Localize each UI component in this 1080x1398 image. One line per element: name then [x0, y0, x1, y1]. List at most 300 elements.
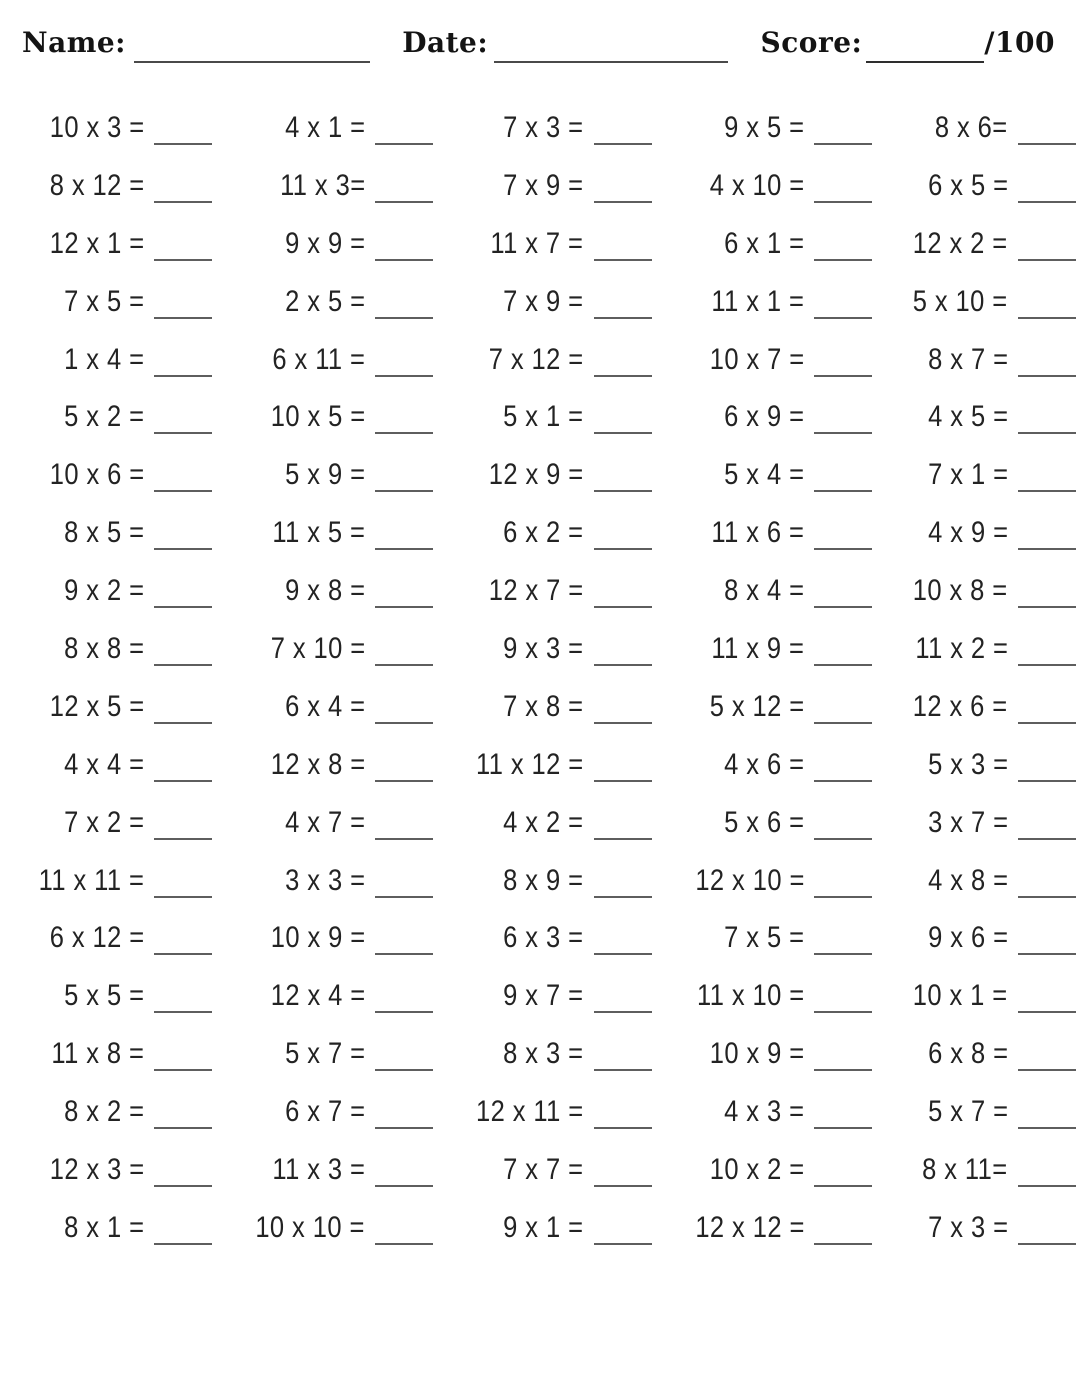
problem-expression: 8 x 12 =: [49, 168, 145, 202]
problem-expression: 11 x 12 =: [476, 747, 584, 781]
answer-blank[interactable]: [1018, 664, 1076, 666]
answer-blank[interactable]: [594, 953, 652, 955]
answer-blank[interactable]: [594, 896, 652, 898]
problem-expression: 12 x 1 =: [49, 226, 145, 260]
problem-expression: 11 x 10 =: [696, 979, 805, 1013]
problem-expression: 10 x 3 =: [49, 110, 145, 144]
answer-blank[interactable]: [1018, 1069, 1076, 1071]
answer-blank[interactable]: [814, 664, 872, 666]
problem-expression: 5 x 12 =: [709, 689, 805, 723]
problem: [236, 343, 457, 377]
answer-blank[interactable]: [1018, 1011, 1076, 1013]
problem-expression: 7 x 9 =: [503, 284, 584, 318]
answer-blank[interactable]: [375, 432, 433, 434]
problem-expression: 4 x 1 =: [284, 110, 366, 144]
problem: [676, 285, 897, 319]
problem-expression: 5 x 9 =: [284, 458, 366, 492]
problem-expression: 11 x 7 =: [490, 226, 584, 260]
problem: [236, 748, 457, 782]
problem: [20, 285, 236, 319]
problem-expression: 8 x 6=: [935, 110, 1008, 144]
answer-blank[interactable]: [1018, 838, 1076, 840]
problem: [236, 1153, 457, 1187]
problem: [676, 1095, 897, 1129]
answer-blank[interactable]: [1018, 606, 1076, 608]
problem-expression: 8 x 3 =: [503, 1037, 584, 1071]
answer-blank[interactable]: [594, 432, 652, 434]
answer-blank[interactable]: [594, 1243, 652, 1245]
problem: [457, 979, 676, 1013]
answer-blank[interactable]: [154, 953, 212, 955]
problem-expression: 11 x 11 =: [38, 863, 145, 897]
answer-blank[interactable]: [594, 201, 652, 203]
answer-blank[interactable]: [154, 1069, 212, 1071]
problem-expression: 10 x 10 =: [255, 1210, 366, 1244]
problem: [457, 400, 676, 434]
problem-expression: 7 x 1 =: [927, 458, 1008, 492]
problem-expression: 8 x 4 =: [724, 574, 805, 608]
problem: [20, 1095, 236, 1129]
problem-expression: 8 x 5 =: [64, 516, 145, 550]
problem: [896, 1037, 1080, 1071]
problem-expression: 9 x 7 =: [503, 979, 584, 1013]
answer-blank[interactable]: [814, 780, 872, 782]
answer-blank[interactable]: [375, 1011, 433, 1013]
problem-expression: 5 x 5 =: [64, 979, 145, 1013]
problem-expression: 9 x 9 =: [284, 226, 366, 260]
problem-expression: 4 x 3 =: [724, 1095, 805, 1129]
problem-expression: 5 x 10 =: [913, 284, 1008, 318]
problem: [457, 1095, 676, 1129]
problem-expression: 4 x 4 =: [64, 747, 145, 781]
answer-blank[interactable]: [814, 317, 872, 319]
problem-expression: 11 x 9 =: [711, 631, 805, 665]
problem-expression: 4 x 8 =: [927, 863, 1008, 897]
problem-expression: 7 x 12 =: [488, 342, 584, 376]
problem-expression: 11 x 2 =: [915, 631, 1008, 665]
problem: [896, 400, 1080, 434]
problem-expression: 6 x 12 =: [49, 921, 145, 955]
problem-expression: 8 x 11=: [922, 1152, 1008, 1186]
answer-blank[interactable]: [814, 201, 872, 203]
problem: [236, 1211, 457, 1245]
answer-blank[interactable]: [375, 201, 433, 203]
answer-blank[interactable]: [594, 722, 652, 724]
answer-blank[interactable]: [154, 896, 212, 898]
answer-blank[interactable]: [375, 780, 433, 782]
answer-blank[interactable]: [375, 375, 433, 377]
problem-expression: 7 x 8 =: [503, 689, 584, 723]
answer-blank[interactable]: [154, 838, 212, 840]
answer-blank[interactable]: [375, 143, 433, 145]
answer-blank[interactable]: [375, 664, 433, 666]
answer-blank[interactable]: [154, 317, 212, 319]
answer-blank[interactable]: [154, 1185, 212, 1187]
problem-expression: 7 x 5 =: [64, 284, 145, 318]
problem: [896, 979, 1080, 1013]
problem: [457, 1037, 676, 1071]
score-denominator: /100: [984, 26, 1055, 59]
problem: [20, 748, 236, 782]
problem: [676, 169, 897, 203]
problem-expression: 9 x 8 =: [284, 574, 366, 608]
problem: [457, 516, 676, 550]
problem: [676, 400, 897, 434]
problem-expression: 5 x 2 =: [64, 400, 145, 434]
problem: [236, 921, 457, 955]
problem-expression: 6 x 11 =: [272, 342, 366, 376]
problem: [20, 1037, 236, 1071]
answer-blank[interactable]: [375, 953, 433, 955]
answer-blank[interactable]: [814, 1069, 872, 1071]
problem: [896, 1095, 1080, 1129]
problem: [457, 1211, 676, 1245]
problem-expression: 8 x 2 =: [64, 1095, 145, 1129]
answer-blank[interactable]: [154, 1243, 212, 1245]
problem-expression: 4 x 10 =: [709, 168, 805, 202]
problem: [896, 690, 1080, 724]
answer-blank[interactable]: [1018, 780, 1076, 782]
answer-blank[interactable]: [594, 1185, 652, 1187]
answer-blank[interactable]: [375, 1127, 433, 1129]
answer-blank[interactable]: [594, 838, 652, 840]
problem: [20, 864, 236, 898]
answer-blank[interactable]: [154, 143, 212, 145]
problem: [457, 227, 676, 261]
answer-blank[interactable]: [594, 664, 652, 666]
problem-expression: 6 x 7 =: [284, 1095, 366, 1129]
problem: [20, 458, 236, 492]
problem: [676, 1211, 897, 1245]
score-blank-line[interactable]: [866, 61, 984, 63]
problem-expression: 5 x 1 =: [503, 400, 584, 434]
date-blank-line[interactable]: [494, 61, 728, 63]
problem-expression: 3 x 7 =: [927, 805, 1008, 839]
problem: [236, 864, 457, 898]
problem-expression: 11 x 3=: [279, 168, 366, 202]
problem: [676, 979, 897, 1013]
answer-blank[interactable]: [814, 143, 872, 145]
answer-blank[interactable]: [1018, 143, 1076, 145]
problem: [676, 748, 897, 782]
problem: [20, 1153, 236, 1187]
problem-expression: 10 x 8 =: [913, 574, 1008, 608]
problem-expression: 7 x 3 =: [927, 1210, 1008, 1244]
problem-expression: 1 x 4 =: [64, 342, 145, 376]
problem: [457, 343, 676, 377]
problem-expression: 7 x 9 =: [503, 168, 584, 202]
problem: [20, 921, 236, 955]
problem-expression: 8 x 7 =: [927, 342, 1008, 376]
answer-blank[interactable]: [375, 259, 433, 261]
problem-expression: 9 x 3 =: [503, 631, 584, 665]
problem: [896, 1153, 1080, 1187]
answer-blank[interactable]: [814, 953, 872, 955]
problem: [457, 458, 676, 492]
answer-blank[interactable]: [594, 1069, 652, 1071]
answer-blank[interactable]: [594, 375, 652, 377]
problem: [676, 343, 897, 377]
problem-expression: 5 x 4 =: [724, 458, 805, 492]
answer-blank[interactable]: [814, 606, 872, 608]
problem-expression: 12 x 6 =: [913, 689, 1008, 723]
problem: [20, 690, 236, 724]
problem: [457, 921, 676, 955]
problem: [676, 632, 897, 666]
problem-expression: 8 x 8 =: [64, 631, 145, 665]
problem: [676, 227, 897, 261]
answer-blank[interactable]: [1018, 432, 1076, 434]
problem: [676, 111, 897, 145]
problem: [236, 1037, 457, 1071]
problem-expression: 9 x 1 =: [503, 1210, 584, 1244]
problem: [676, 458, 897, 492]
problems-grid: [0, 99, 1080, 1257]
answer-blank[interactable]: [1018, 375, 1076, 377]
answer-blank[interactable]: [1018, 201, 1076, 203]
problem: [896, 806, 1080, 840]
answer-blank[interactable]: [814, 548, 872, 550]
problem-expression: 12 x 7 =: [488, 574, 584, 608]
answer-blank[interactable]: [375, 722, 433, 724]
problem-expression: 10 x 1 =: [913, 979, 1008, 1013]
problem: [676, 1037, 897, 1071]
answer-blank[interactable]: [154, 375, 212, 377]
problem-expression: 10 x 2 =: [709, 1152, 805, 1186]
problem-expression: 5 x 7 =: [927, 1095, 1008, 1129]
problem-expression: 10 x 9 =: [709, 1037, 805, 1071]
answer-blank[interactable]: [594, 317, 652, 319]
problem: [896, 1211, 1080, 1245]
problem: [896, 343, 1080, 377]
answer-blank[interactable]: [154, 432, 212, 434]
problem-expression: 8 x 9 =: [503, 863, 584, 897]
problem: [236, 285, 457, 319]
answer-blank[interactable]: [814, 1011, 872, 1013]
answer-blank[interactable]: [594, 780, 652, 782]
problem: [20, 979, 236, 1013]
problem-expression: 12 x 11 =: [476, 1095, 584, 1129]
answer-blank[interactable]: [1018, 490, 1076, 492]
answer-blank[interactable]: [154, 722, 212, 724]
problem: [896, 458, 1080, 492]
answer-blank[interactable]: [154, 606, 212, 608]
problem-expression: 12 x 8 =: [270, 747, 366, 781]
answer-blank[interactable]: [814, 375, 872, 377]
answer-blank[interactable]: [154, 490, 212, 492]
problem: [20, 169, 236, 203]
answer-blank[interactable]: [814, 432, 872, 434]
answer-blank[interactable]: [1018, 896, 1076, 898]
answer-blank[interactable]: [1018, 259, 1076, 261]
problem: [236, 632, 457, 666]
problem-expression: 9 x 5 =: [724, 110, 805, 144]
problem: [457, 690, 676, 724]
problem: [20, 516, 236, 550]
answer-blank[interactable]: [1018, 548, 1076, 550]
problem: [20, 227, 236, 261]
problem-expression: 9 x 6 =: [927, 921, 1008, 955]
problem-expression: 12 x 5 =: [49, 689, 145, 723]
problem-expression: 6 x 2 =: [503, 516, 584, 550]
problem: [457, 864, 676, 898]
problem: [20, 1211, 236, 1245]
problem: [236, 574, 457, 608]
problem: [457, 632, 676, 666]
problem: [896, 632, 1080, 666]
problem: [20, 400, 236, 434]
problem-expression: 6 x 1 =: [724, 226, 805, 260]
problem: [236, 400, 457, 434]
problem-expression: 7 x 10 =: [270, 631, 366, 665]
answer-blank[interactable]: [1018, 1127, 1076, 1129]
answer-blank[interactable]: [594, 490, 652, 492]
problem-expression: 6 x 9 =: [724, 400, 805, 434]
problem: [457, 574, 676, 608]
problem: [676, 690, 897, 724]
problem-expression: 10 x 6 =: [49, 458, 145, 492]
answer-blank[interactable]: [375, 1243, 433, 1245]
date-label: Date:: [402, 26, 489, 59]
name-label: Name:: [22, 26, 127, 59]
answer-blank[interactable]: [814, 1185, 872, 1187]
answer-blank[interactable]: [375, 1069, 433, 1071]
problem: [457, 806, 676, 840]
problem-expression: 4 x 2 =: [503, 805, 584, 839]
problem: [236, 979, 457, 1013]
problem-expression: 5 x 6 =: [724, 805, 805, 839]
answer-blank[interactable]: [814, 1127, 872, 1129]
problem: [676, 516, 897, 550]
problem: [896, 516, 1080, 550]
answer-blank[interactable]: [594, 259, 652, 261]
problem-expression: 5 x 3 =: [927, 747, 1008, 781]
problem: [236, 458, 457, 492]
answer-blank[interactable]: [594, 548, 652, 550]
problem: [896, 574, 1080, 608]
problem: [236, 111, 457, 145]
problem: [236, 690, 457, 724]
answer-blank[interactable]: [375, 606, 433, 608]
answer-blank[interactable]: [1018, 1243, 1076, 1245]
problem-expression: 4 x 9 =: [927, 516, 1008, 550]
problem-expression: 6 x 4 =: [284, 689, 366, 723]
answer-blank[interactable]: [154, 664, 212, 666]
problem-expression: 12 x 4 =: [270, 979, 366, 1013]
problem: [236, 1095, 457, 1129]
problem-expression: 2 x 5 =: [284, 284, 366, 318]
name-blank-line[interactable]: [134, 61, 370, 63]
problem: [236, 806, 457, 840]
problem-expression: 6 x 3 =: [503, 921, 584, 955]
answer-blank[interactable]: [375, 1185, 433, 1187]
problem: [896, 227, 1080, 261]
answer-blank[interactable]: [814, 1243, 872, 1245]
answer-blank[interactable]: [814, 722, 872, 724]
problem-expression: 4 x 7 =: [284, 805, 366, 839]
problem: [236, 169, 457, 203]
problem-expression: 9 x 2 =: [64, 574, 145, 608]
answer-blank[interactable]: [154, 548, 212, 550]
problem: [896, 921, 1080, 955]
problem-expression: 10 x 7 =: [709, 342, 805, 376]
answer-blank[interactable]: [375, 548, 433, 550]
score-label: Score:: [760, 26, 863, 59]
problem: [676, 806, 897, 840]
answer-blank[interactable]: [594, 606, 652, 608]
problem-expression: 10 x 5 =: [270, 400, 366, 434]
problem: [896, 864, 1080, 898]
problem-expression: 12 x 2 =: [913, 226, 1008, 260]
answer-blank[interactable]: [814, 259, 872, 261]
answer-blank[interactable]: [594, 1011, 652, 1013]
answer-blank[interactable]: [1018, 317, 1076, 319]
answer-blank[interactable]: [375, 490, 433, 492]
problem-expression: 11 x 8 =: [51, 1037, 145, 1071]
answer-blank[interactable]: [154, 201, 212, 203]
answer-blank[interactable]: [594, 1127, 652, 1129]
answer-blank[interactable]: [1018, 1185, 1076, 1187]
problem: [20, 343, 236, 377]
problem-expression: 12 x 9 =: [488, 458, 584, 492]
problem: [896, 169, 1080, 203]
answer-blank[interactable]: [375, 317, 433, 319]
problem: [896, 111, 1080, 145]
problem-expression: 6 x 8 =: [927, 1037, 1008, 1071]
answer-blank[interactable]: [814, 490, 872, 492]
answer-blank[interactable]: [594, 143, 652, 145]
problem-expression: 7 x 3 =: [503, 110, 584, 144]
problem: [896, 748, 1080, 782]
answer-blank[interactable]: [814, 896, 872, 898]
problem-expression: 11 x 3 =: [272, 1152, 366, 1186]
answer-blank[interactable]: [375, 838, 433, 840]
problem: [676, 921, 897, 955]
problem-expression: 11 x 6 =: [711, 516, 805, 550]
problem: [236, 516, 457, 550]
answer-blank[interactable]: [154, 1127, 212, 1129]
problem: [896, 285, 1080, 319]
problem: [676, 864, 897, 898]
problem: [457, 1153, 676, 1187]
problem: [457, 285, 676, 319]
problem-expression: 6 x 5 =: [927, 168, 1008, 202]
problem-expression: 11 x 5 =: [272, 516, 366, 550]
problem-expression: 7 x 7 =: [503, 1152, 584, 1186]
problem-expression: 5 x 7 =: [284, 1037, 366, 1071]
problem-expression: 3 x 3 =: [284, 863, 366, 897]
problem-expression: 12 x 3 =: [49, 1152, 145, 1186]
problem-expression: 12 x 12 =: [694, 1210, 805, 1244]
answer-blank[interactable]: [154, 780, 212, 782]
header: [0, 0, 1080, 59]
problem: [676, 1153, 897, 1187]
answer-blank[interactable]: [154, 1011, 212, 1013]
answer-blank[interactable]: [375, 896, 433, 898]
problem-expression: 4 x 5 =: [927, 400, 1008, 434]
answer-blank[interactable]: [154, 259, 212, 261]
problem-expression: 11 x 1 =: [711, 284, 805, 318]
problem: [236, 227, 457, 261]
answer-blank[interactable]: [1018, 953, 1076, 955]
problem-expression: 4 x 6 =: [724, 747, 805, 781]
problem: [20, 806, 236, 840]
problem-expression: 12 x 10 =: [694, 863, 805, 897]
problem: [457, 748, 676, 782]
answer-blank[interactable]: [814, 838, 872, 840]
answer-blank[interactable]: [1018, 722, 1076, 724]
problem-expression: 8 x 1 =: [64, 1210, 145, 1244]
